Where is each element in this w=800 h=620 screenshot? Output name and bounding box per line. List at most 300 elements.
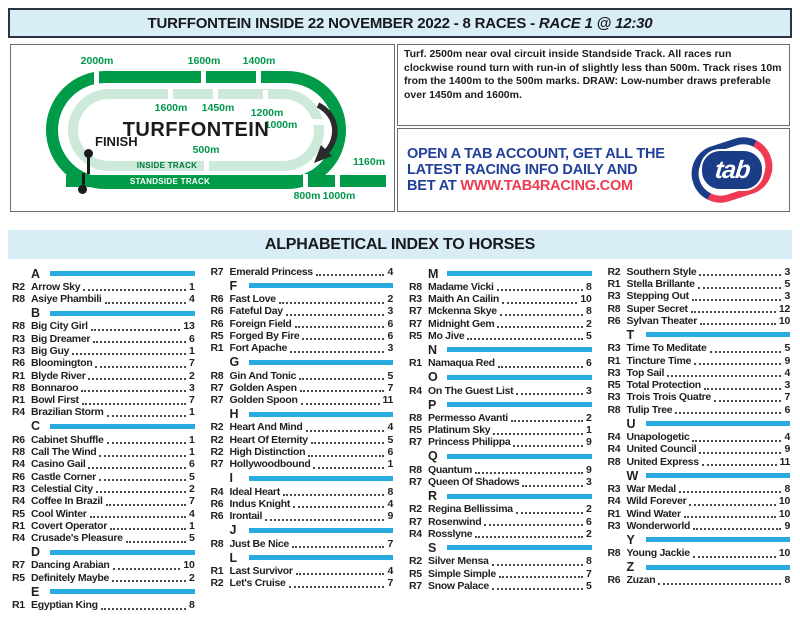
horse-name: Midnight Gem [428,317,495,330]
dot-leader [497,289,583,291]
dot-leader [467,338,583,340]
letter-divider-bar [50,550,195,555]
horse-name: Cool Winter [31,507,87,520]
race-number: R7 [409,476,422,489]
horse-name: Total Protection [626,379,701,392]
horse-name: Trois Trois Quatre [626,391,711,404]
race-number: R5 [210,329,224,342]
index-row [409,555,592,567]
horse-name: Golden Spoon [229,394,298,407]
index-row [211,422,394,434]
index-row [409,412,592,424]
track-name: TURFFONTEIN [122,119,270,141]
race-number: R3 [12,332,25,345]
page-number: 8 [188,599,195,612]
gap-800m [303,174,308,188]
index-column-3 [409,266,592,612]
marker-1600m-outer: 1600m [187,55,221,67]
horse-name: Big Guy [31,344,70,357]
page-number: 2 [188,571,195,584]
page-number: 8 [784,574,790,587]
dot-leader [99,479,186,481]
race-number: R4 [12,458,25,471]
page-number: 5 [585,579,592,592]
letter-divider-bar [447,494,592,499]
dot-leader [112,580,186,582]
dot-leader [88,467,185,469]
index-row [409,437,592,449]
index-row [12,459,195,471]
dot-leader [81,390,186,392]
dot-leader [302,338,384,340]
horse-name: Simple Simple [428,567,496,580]
dot-leader [498,366,583,368]
track-description: Turf. 2500m near oval circuit inside Standside Track. All races run clockwise round turn with run-in of slightly less than 500m. Track rises 10m from the 1400m to the 500m marks. DRAW: Low-number draws preferable over 1450m and 1600m. [397,44,790,126]
race-number: R8 [12,381,25,394]
index-row [608,483,791,495]
index-row [608,266,791,278]
tab4racing-link[interactable]: WWW.TAB4RACING.COM [460,178,633,195]
index-letter: D [31,545,41,560]
index-letter: O [428,370,438,385]
page-number: 5 [188,470,195,483]
dot-leader [299,378,384,380]
index-letter: M [428,266,439,281]
tab-logo-core [700,149,764,191]
page-number: 2 [585,411,592,424]
horse-name: Big Dreamer [31,332,91,345]
index-row [608,392,791,404]
index-letter-row [608,560,791,575]
horse-name: Princess Philippa [428,436,511,449]
page-number: 1 [387,458,393,471]
race-number: R1 [607,354,621,367]
horse-name: Mo Jive [428,329,465,342]
race-number: R8 [607,547,621,560]
horse-name: Indus Knight [229,497,291,510]
dot-leader [667,375,781,377]
index-letter: U [626,416,636,431]
dot-leader [693,528,781,530]
index-row [409,385,592,397]
page-number: 10 [778,507,790,520]
horse-name: Young Jackie [626,547,690,560]
gap-1000m-bottom [335,174,340,188]
page-number: 3 [784,379,790,392]
ad-bet-at: BET AT [407,178,461,195]
race-number: R8 [409,411,422,424]
index-row [12,572,195,584]
horse-name: Castle Corner [31,470,96,483]
horse-name: Bonnaroo [31,381,79,394]
dot-leader [90,516,186,518]
race-number: R2 [12,280,25,293]
page-number: 6 [585,515,592,528]
horse-name: Emerald Princess [229,265,313,278]
index-letter-row [211,278,394,293]
race-number: R8 [210,369,224,382]
page-number: 1 [188,280,195,293]
page-number: 8 [585,280,592,293]
letter-divider-bar [646,565,791,570]
index-row [12,382,195,394]
page-number: 6 [387,329,393,342]
index-row [608,404,791,416]
race-number: R1 [210,564,224,577]
horse-name: Namaqua Red [428,357,495,370]
race-number: R6 [210,510,224,523]
page-number: 9 [585,463,592,476]
index-row [608,342,791,354]
race-number: R1 [12,369,25,382]
page-number: 4 [387,265,393,278]
page-number: 5 [784,278,790,291]
page-number: 13 [183,320,195,333]
letter-divider-bar [646,421,791,426]
horse-name: Big City Girl [31,320,88,333]
horse-name: Quantum [428,463,472,476]
horse-name: Asiye Phambili [31,293,102,306]
page-number: 8 [585,555,592,568]
horse-name: Fast Love [229,293,276,306]
race-number: R3 [12,482,25,495]
index-row [12,599,195,611]
horse-name: Wild Forever [626,495,687,508]
info-column [397,44,790,212]
standside-track-label: STANDSIDE TRACK [129,177,211,186]
page-number: 8 [784,482,790,495]
horse-name: Top Sail [626,366,665,379]
letter-divider-bar [249,476,394,481]
horse-name: Tulip Tree [626,403,673,416]
index-row [211,498,394,510]
index-letter: A [31,266,41,281]
index-row [12,321,195,333]
dot-leader [684,516,776,518]
horse-name: Forged By Fire [229,329,300,342]
race-number: R8 [12,446,25,459]
dot-leader [522,485,582,487]
page-number: 1 [188,406,195,419]
dot-leader [91,329,181,331]
index-letter: Z [626,560,635,575]
index-letter-row [12,419,195,434]
index-row [211,510,394,522]
gap-1600m-inner [168,88,173,100]
race-number: R5 [409,567,422,580]
index-row [12,532,195,544]
dot-leader [105,302,186,304]
horse-name: United Council [626,443,697,456]
horse-name: Rosslyne [428,527,473,540]
index-row [211,446,394,458]
dot-leader [699,274,781,276]
horse-name: Madame Vicki [428,280,494,293]
page-number: 4 [387,421,393,434]
dot-leader [497,326,583,328]
page-number: 4 [387,564,393,577]
page-number: 3 [387,305,393,318]
race-number: R3 [607,482,621,495]
dot-leader [502,302,577,304]
gap-1450m [213,88,218,100]
dot-leader [679,491,782,493]
dot-leader [700,323,776,325]
letter-divider-bar [447,402,592,407]
race-number: R4 [12,532,25,545]
letter-divider-bar [646,537,791,542]
race-number: R3 [607,290,621,303]
race-number: R1 [12,519,25,532]
index-letter: Y [626,532,635,547]
race-number: R6 [210,497,224,510]
page-number: 7 [188,495,195,508]
index-letter: B [31,306,41,321]
ad-line-3 [407,178,665,194]
marker-1600m-inner: 1600m [154,102,188,114]
letter-divider-bar [50,424,195,429]
dot-leader [101,608,186,610]
page-number: 3 [188,381,195,394]
index-letter: L [229,550,238,565]
page-title-race: RACE 1 @ 12:30 [538,14,653,32]
finish-line-top [87,156,90,174]
index-letter-row [409,540,592,555]
dot-leader [516,393,583,395]
index-row [12,293,195,305]
index-letter-row [409,370,592,385]
dot-leader [689,504,776,506]
dot-leader [107,442,186,444]
index-row [409,330,592,342]
race-number: R1 [409,357,422,370]
race-number: R6 [12,357,25,370]
race-number: R6 [607,314,621,327]
page-number: 7 [784,391,790,404]
index-row [409,504,592,516]
track-map [10,44,395,212]
page-number: 9 [585,436,592,449]
index-title-bar [8,230,792,259]
race-number: R2 [210,577,224,590]
marker-500m: 500m [192,144,220,156]
index-letter-row [608,468,791,483]
dot-leader [88,378,185,380]
letter-divider-bar [447,545,592,550]
index-letter: Q [428,449,438,464]
index-row [211,266,394,278]
dot-leader [500,314,583,316]
letter-divider-bar [447,347,592,352]
index-row [409,464,592,476]
page-number: 6 [188,332,195,345]
race-number: R7 [409,436,422,449]
horse-name: Bloomington [31,357,93,370]
horse-name: Blyde River [31,369,86,382]
dot-leader [113,568,181,570]
horse-name: Permesso Avanti [428,411,508,424]
race-number: R7 [210,265,224,278]
index-column-2 [211,266,394,612]
index-row [608,315,791,327]
horse-name: Mckenna Skye [428,305,497,318]
horse-name: Southern Style [626,265,697,278]
race-number: R5 [409,329,422,342]
dot-leader [513,445,583,447]
marker-800m: 800m [293,190,321,202]
race-number: R2 [409,503,422,516]
dot-leader [511,420,583,422]
page-number: 3 [784,290,790,303]
page-number: 1 [188,344,195,357]
index-row [608,355,791,367]
dot-leader [492,588,583,590]
index-row [608,456,791,468]
page-number: 6 [387,317,393,330]
race-number: R7 [409,305,422,318]
race-number: R7 [409,515,422,528]
page-number: 2 [188,369,195,382]
race-number: R2 [210,421,224,434]
race-number: R8 [210,537,224,550]
horse-name: Cabinet Shuffle [31,433,104,446]
page-number: 10 [183,559,195,572]
page-number: 2 [387,293,393,306]
dot-leader [110,528,186,530]
race-number: R2 [210,433,224,446]
horse-name: Silver Mensa [428,555,489,568]
race-number: R8 [607,302,621,315]
race-number: R4 [409,527,422,540]
horse-name: Zuzan [626,574,656,587]
page-number: 5 [387,369,393,382]
race-number: R7 [210,381,224,394]
dot-leader [99,455,186,457]
page-number: 6 [784,403,790,416]
index-row [12,495,195,507]
horse-name: Dancing Arabian [31,559,110,572]
dot-leader [265,519,384,521]
letter-divider-bar [447,375,592,380]
letter-divider-bar [447,271,592,276]
page-number: 4 [387,497,393,510]
dot-leader [499,576,583,578]
horse-name: Stella Brillante [626,278,695,291]
dot-leader [702,464,777,466]
index-letter-row [409,489,592,504]
horse-name: Maith An Cailin [428,293,499,306]
race-number: R8 [12,293,25,306]
tab-logo [691,141,773,199]
index-row [211,306,394,318]
race-number: R3 [607,391,621,404]
race-number: R3 [12,344,25,357]
marker-1200m: 1200m [250,107,284,119]
dot-leader [492,564,583,566]
page-number: 12 [778,302,790,315]
page-number: 5 [784,342,790,355]
page-title: TURFFONTEIN INSIDE 22 NOVEMBER 2022 - 8 RACES - [147,14,535,32]
race-number: R7 [12,559,25,572]
race-number: R4 [607,443,621,456]
dot-leader [475,536,583,538]
marker-1400m: 1400m [242,55,276,67]
index-letter-row [12,545,195,560]
horse-name: Unapologetic [626,431,690,444]
finish-post-bottom [78,185,87,194]
marker-1000m-bottom: 1000m [322,190,356,202]
index-row [409,580,592,592]
index-row [211,565,394,577]
index-column-4 [608,266,791,612]
index-letter-row [211,355,394,370]
horse-name: Egyptian King [31,599,98,612]
letter-divider-bar [249,528,394,533]
race-number: R5 [409,424,422,437]
dot-leader [691,311,776,313]
index-row [211,577,394,589]
dot-leader [313,467,384,469]
race-number: R6 [12,433,25,446]
race-number: R3 [607,519,621,532]
horse-name: Rosenwind [428,515,482,528]
dot-leader [293,506,384,508]
race-number: R3 [607,342,621,355]
race-number: R8 [409,280,422,293]
dot-leader [290,351,384,353]
dot-leader [72,353,186,355]
dot-leader [516,512,583,514]
dot-leader [292,546,385,548]
page-number: 5 [188,532,195,545]
index-row [608,278,791,290]
race-number: R5 [12,571,25,584]
horse-name: Regina Bellissima [428,503,513,516]
index-row [409,306,592,318]
index-row [211,318,394,330]
index-row [12,357,195,369]
race-number: R7 [210,458,224,471]
index-letter-row [409,266,592,281]
page-title-bar [8,8,792,38]
horse-name: Let's Cruise [229,577,286,590]
index-letter: C [31,419,41,434]
race-number: R3 [607,366,621,379]
marker-1160m: 1160m [352,156,386,168]
dot-leader [475,472,583,474]
page-number: 7 [188,357,195,370]
index-row [608,508,791,520]
horse-name: Crusade's Pleasure [31,532,123,545]
index-row [12,560,195,572]
gap-1600m-outer [201,70,206,84]
horse-name: High Distinction [229,446,306,459]
index-letter-row [211,523,394,538]
dot-leader [283,494,385,496]
gap-1200m [263,90,268,102]
page-number: 9 [784,443,790,456]
index-row [608,291,791,303]
race-number: R4 [607,495,621,508]
index-letter-row [409,449,592,464]
index-letter: P [428,397,437,412]
horse-name: Tincture Time [626,354,692,367]
page-number: 2 [188,482,195,495]
index-letter-row [211,550,394,565]
page-number: 1 [188,519,195,532]
horse-name: Stepping Out [626,290,689,303]
dot-leader [311,442,385,444]
